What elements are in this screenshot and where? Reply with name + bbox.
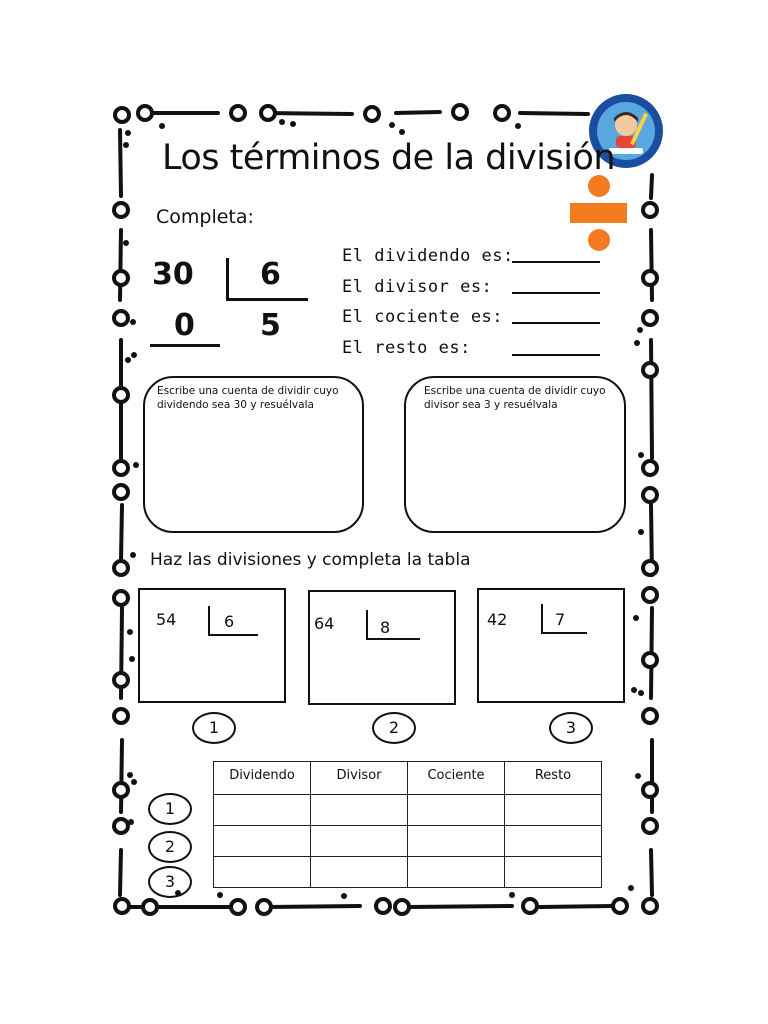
term-dividendo-label: El dividendo es: (342, 246, 514, 266)
page-title: Los términos de la división (162, 138, 616, 178)
table-header-divisor: Divisor (311, 762, 408, 795)
division-box-2[interactable] (308, 590, 456, 705)
division-3-divisor: 7 (555, 610, 566, 629)
row-number-2: 2 (148, 831, 192, 863)
table-cell[interactable] (505, 795, 602, 826)
table-cell[interactable] (408, 826, 505, 857)
section-title: Haz las divisiones y completa la tabla (150, 550, 471, 570)
term-divisor-blank[interactable] (512, 292, 600, 294)
division-1-dividend: 54 (156, 610, 177, 629)
term-resto-label: El resto es: (342, 338, 471, 358)
term-dividendo-blank[interactable] (512, 261, 600, 263)
division-2-bracket-horizontal (366, 638, 420, 640)
table-header-dividendo: Dividendo (214, 762, 311, 795)
term-cociente-label: El cociente es: (342, 307, 504, 327)
division-number-1: 1 (192, 712, 236, 744)
division-3-bracket-horizontal (541, 632, 587, 634)
term-cociente-blank[interactable] (512, 322, 600, 324)
division-3-dividend: 42 (487, 610, 508, 629)
term-divisor-label: El divisor es: (342, 277, 493, 297)
division-1-bracket-vertical (208, 606, 210, 634)
term-resto-blank[interactable] (512, 354, 600, 356)
table-cell[interactable] (505, 857, 602, 888)
table-cell[interactable] (214, 795, 311, 826)
row-number-1: 1 (148, 793, 192, 825)
task-box-divisor-text: Escribe una cuenta de dividir cuyo divisor sea 3 y resuélvala (424, 385, 606, 411)
table-cell[interactable] (311, 826, 408, 857)
division-2-divisor: 8 (380, 618, 391, 637)
division-bracket-vertical (226, 258, 229, 298)
table-cell[interactable] (214, 857, 311, 888)
example-divisor: 6 (260, 257, 281, 292)
division-1-bracket-horizontal (208, 634, 258, 636)
completa-label: Completa: (156, 206, 254, 228)
table-cell[interactable] (408, 857, 505, 888)
row-number-3: 3 (148, 866, 192, 898)
remainder-underline (150, 344, 220, 347)
table-cell[interactable] (311, 795, 408, 826)
table-cell[interactable] (311, 857, 408, 888)
table-cell[interactable] (505, 826, 602, 857)
table-header-cociente: Cociente (408, 762, 505, 795)
division-1-divisor: 6 (224, 612, 235, 631)
division-2-dividend: 64 (314, 614, 335, 633)
example-quotient: 5 (260, 308, 281, 343)
division-box-1[interactable] (138, 588, 286, 703)
table-header-resto: Resto (505, 762, 602, 795)
division-sign-icon (568, 172, 630, 254)
division-bracket-horizontal (226, 298, 308, 301)
task-box-dividend-text: Escribe una cuenta de dividir cuyo dividendo sea 30 y resuélvala (157, 385, 339, 411)
division-number-2: 2 (372, 712, 416, 744)
table-cell[interactable] (408, 795, 505, 826)
example-remainder: 0 (174, 308, 195, 343)
division-2-bracket-vertical (366, 610, 368, 638)
table-cell[interactable] (214, 826, 311, 857)
table-header-row (214, 762, 602, 795)
task-box-dividend[interactable] (143, 376, 364, 533)
table-row (214, 795, 602, 826)
division-box-3[interactable] (477, 588, 625, 703)
division-number-3: 3 (549, 712, 593, 744)
task-box-divisor[interactable] (404, 376, 626, 533)
table-row (214, 826, 602, 857)
division-3-bracket-vertical (541, 604, 543, 632)
table-row (214, 857, 602, 888)
results-table (213, 761, 602, 888)
example-dividend: 30 (152, 257, 194, 292)
